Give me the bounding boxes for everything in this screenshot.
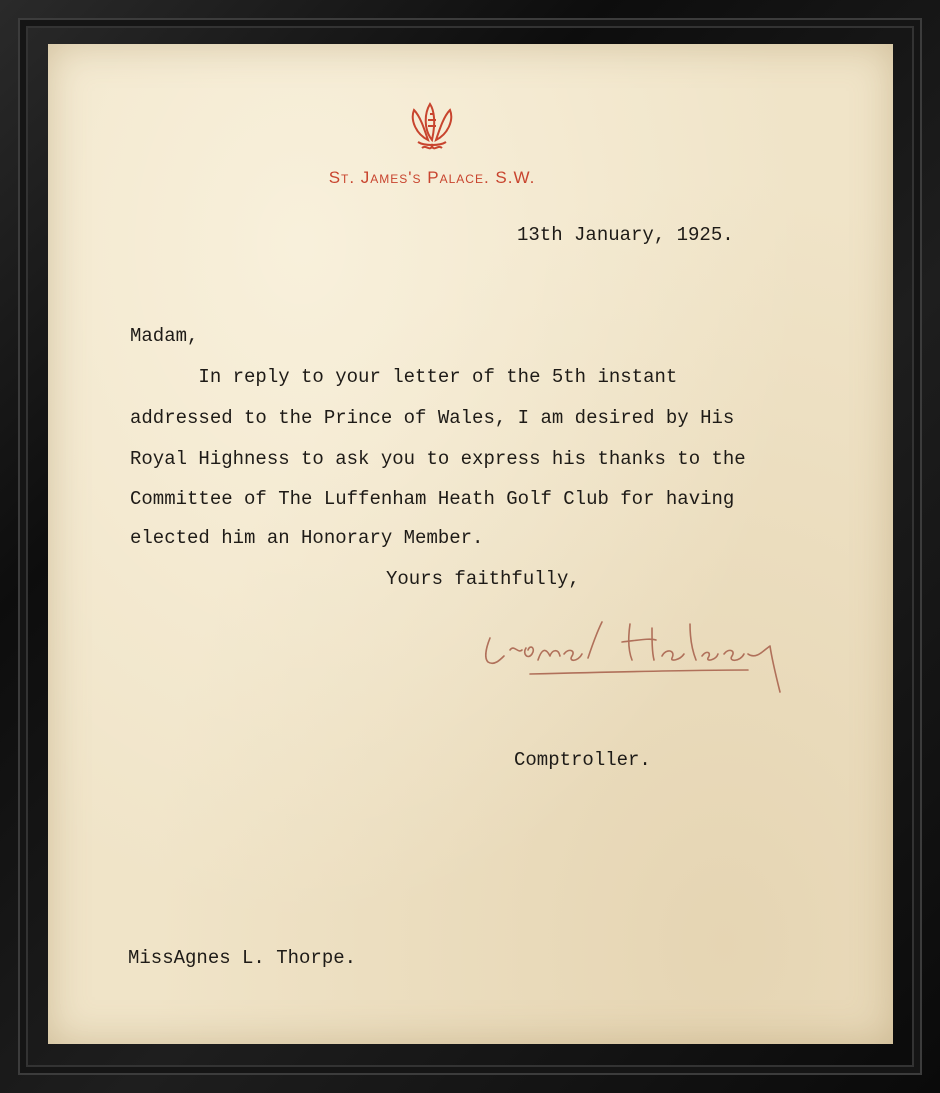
- recipient-name: MissAgnes L. Thorpe.: [128, 947, 357, 969]
- handwritten-signature: [480, 610, 820, 705]
- body-line: Royal Highness to ask you to express his thanks to the: [130, 448, 746, 470]
- prince-of-wales-feathers-icon: [406, 100, 458, 161]
- letter-date: 13th January, 1925.: [517, 224, 734, 246]
- closing: Yours faithfully,: [386, 568, 580, 590]
- body-line: elected him an Honorary Member.: [130, 527, 484, 549]
- letter-paper: [48, 44, 893, 1044]
- salutation: Madam,: [130, 325, 199, 347]
- body-line: addressed to the Prince of Wales, I am desired by His: [130, 407, 735, 429]
- body-line: In reply to your letter of the 5th instant: [130, 366, 678, 388]
- signatory-title: Comptroller.: [514, 749, 651, 771]
- body-line: Committee of The Luffenham Heath Golf Club for having: [130, 488, 735, 510]
- letterhead-address: St. James's Palace. S.W.: [328, 168, 536, 187]
